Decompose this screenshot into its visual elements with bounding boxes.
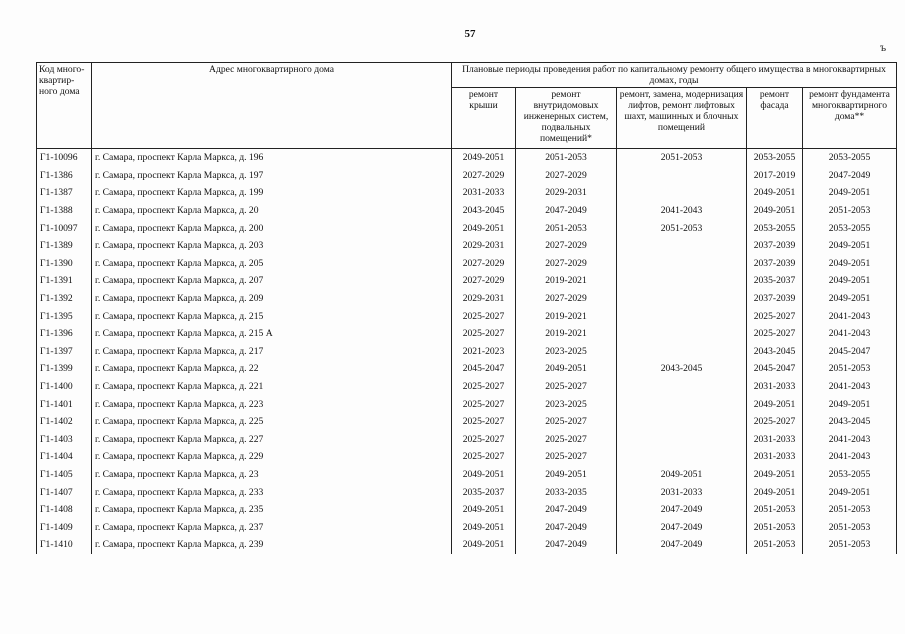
- cell-facade: 2049-2051: [747, 395, 803, 413]
- table-row: [37, 518, 897, 536]
- cell-roof: 2031-2033: [452, 184, 516, 202]
- cell-address: г. Самара, проспект Карла Маркса, д. 239: [92, 536, 452, 554]
- cell-address: г. Самара, проспект Карла Маркса, д. 215 А: [92, 325, 452, 343]
- cell-elevators: [617, 448, 747, 466]
- cell-facade: 2037-2039: [747, 237, 803, 255]
- table-row: [37, 395, 897, 413]
- cell-facade: 2037-2039: [747, 290, 803, 308]
- header-foundation: ремонт фундамента многоквартирного дома**: [803, 88, 897, 149]
- cell-address: г. Самара, проспект Карла Маркса, д. 203: [92, 237, 452, 255]
- cell-roof: 2025-2027: [452, 395, 516, 413]
- cell-foundation: 2049-2051: [803, 237, 897, 255]
- cell-elevators: [617, 378, 747, 396]
- header-roof: ремонт крыши: [452, 88, 516, 149]
- cell-roof: 2025-2027: [452, 448, 516, 466]
- cell-engineering: 2047-2049: [516, 202, 617, 220]
- cell-roof: 2021-2023: [452, 343, 516, 361]
- cell-engineering: 2047-2049: [516, 501, 617, 519]
- cell-foundation: 2049-2051: [803, 255, 897, 273]
- cell-code: Г1-1389: [37, 237, 92, 255]
- cell-address: г. Самара, проспект Карла Маркса, д. 199: [92, 184, 452, 202]
- cell-facade: 2031-2033: [747, 378, 803, 396]
- cell-elevators: 2041-2043: [617, 202, 747, 220]
- cell-code: Г1-1387: [37, 184, 92, 202]
- cell-roof: 2029-2031: [452, 237, 516, 255]
- cell-facade: 2043-2045: [747, 343, 803, 361]
- cell-roof: 2045-2047: [452, 360, 516, 378]
- cell-address: г. Самара, проспект Карла Маркса, д. 197: [92, 167, 452, 185]
- cell-code: Г1-1388: [37, 202, 92, 220]
- table-row: [37, 466, 897, 484]
- cell-facade: 2053-2055: [747, 149, 803, 167]
- cell-foundation: 2045-2047: [803, 343, 897, 361]
- cell-roof: 2049-2051: [452, 219, 516, 237]
- cell-code: Г1-1399: [37, 360, 92, 378]
- cell-roof: 2049-2051: [452, 536, 516, 554]
- cell-address: г. Самара, проспект Карла Маркса, д. 237: [92, 518, 452, 536]
- cell-elevators: 2047-2049: [617, 536, 747, 554]
- table-row: [37, 202, 897, 220]
- table-row: [37, 343, 897, 361]
- cell-facade: 2031-2033: [747, 448, 803, 466]
- cell-code: Г1-1404: [37, 448, 92, 466]
- cell-facade: 2025-2027: [747, 307, 803, 325]
- cell-code: Г1-1407: [37, 483, 92, 501]
- repair-plan-table: [36, 62, 897, 554]
- cell-address: г. Самара, проспект Карла Маркса, д. 217: [92, 343, 452, 361]
- cell-code: Г1-1410: [37, 536, 92, 554]
- header-elevators: ремонт, замена, модернизация лифтов, ремонт лифтовых шахт, машинных и блочных помещений: [617, 88, 747, 149]
- cell-roof: 2025-2027: [452, 378, 516, 396]
- cell-roof: 2027-2029: [452, 255, 516, 273]
- cell-elevators: 2047-2049: [617, 518, 747, 536]
- cell-engineering: 2047-2049: [516, 518, 617, 536]
- cell-address: г. Самара, проспект Карла Маркса, д. 200: [92, 219, 452, 237]
- cell-elevators: [617, 167, 747, 185]
- cell-address: г. Самара, проспект Карла Маркса, д. 215: [92, 307, 452, 325]
- cell-elevators: 2051-2053: [617, 149, 747, 167]
- cell-engineering: 2051-2053: [516, 149, 617, 167]
- cell-foundation: 2041-2043: [803, 448, 897, 466]
- cell-address: г. Самара, проспект Карла Маркса, д. 235: [92, 501, 452, 519]
- cell-address: г. Самара, проспект Карла Маркса, д. 205: [92, 255, 452, 273]
- cell-engineering: 2019-2021: [516, 307, 617, 325]
- cell-code: Г1-1409: [37, 518, 92, 536]
- cell-address: г. Самара, проспект Карла Маркса, д. 23: [92, 466, 452, 484]
- cell-engineering: 2051-2053: [516, 219, 617, 237]
- table-row: [37, 272, 897, 290]
- cell-facade: 2049-2051: [747, 466, 803, 484]
- table-row: [37, 184, 897, 202]
- cell-roof: 2025-2027: [452, 413, 516, 431]
- cell-foundation: 2047-2049: [803, 167, 897, 185]
- cell-foundation: 2049-2051: [803, 290, 897, 308]
- cell-code: Г1-10097: [37, 219, 92, 237]
- cell-engineering: 2025-2027: [516, 413, 617, 431]
- cell-foundation: 2049-2051: [803, 483, 897, 501]
- cell-roof: 2027-2029: [452, 167, 516, 185]
- cell-facade: 2017-2019: [747, 167, 803, 185]
- cell-code: Г1-1405: [37, 466, 92, 484]
- cell-code: Г1-1392: [37, 290, 92, 308]
- cell-elevators: [617, 343, 747, 361]
- cell-foundation: 2051-2053: [803, 202, 897, 220]
- cell-engineering: 2029-2031: [516, 184, 617, 202]
- cell-code: Г1-1408: [37, 501, 92, 519]
- cell-engineering: 2023-2025: [516, 395, 617, 413]
- cell-address: г. Самара, проспект Карла Маркса, д. 221: [92, 378, 452, 396]
- header-engineering: ремонт внутридомовых инженерных систем, подвальных помещений*: [516, 88, 617, 149]
- cell-elevators: [617, 431, 747, 449]
- cell-elevators: [617, 307, 747, 325]
- cell-address: г. Самара, проспект Карла Маркса, д. 233: [92, 483, 452, 501]
- cell-facade: 2045-2047: [747, 360, 803, 378]
- cell-address: г. Самара, проспект Карла Маркса, д. 227: [92, 431, 452, 449]
- table-row: [37, 167, 897, 185]
- cell-foundation: 2043-2045: [803, 413, 897, 431]
- cell-code: Г1-1395: [37, 307, 92, 325]
- table-row: [37, 536, 897, 554]
- header-facade: ремонт фасада: [747, 88, 803, 149]
- cell-elevators: 2051-2053: [617, 219, 747, 237]
- cell-elevators: [617, 413, 747, 431]
- cell-code: Г1-1402: [37, 413, 92, 431]
- cell-roof: 2025-2027: [452, 431, 516, 449]
- cell-elevators: [617, 272, 747, 290]
- cell-roof: 2029-2031: [452, 290, 516, 308]
- header-row-top: [37, 63, 897, 88]
- cell-facade: 2025-2027: [747, 325, 803, 343]
- cell-foundation: 2051-2053: [803, 518, 897, 536]
- cell-roof: 2049-2051: [452, 466, 516, 484]
- cell-foundation: 2051-2053: [803, 536, 897, 554]
- cell-engineering: 2023-2025: [516, 343, 617, 361]
- cell-foundation: 2041-2043: [803, 307, 897, 325]
- cell-facade: 2049-2051: [747, 184, 803, 202]
- cell-address: г. Самара, проспект Карла Маркса, д. 22: [92, 360, 452, 378]
- cell-elevators: [617, 237, 747, 255]
- cell-facade: 2031-2033: [747, 431, 803, 449]
- table-row: [37, 431, 897, 449]
- cell-facade: 2037-2039: [747, 255, 803, 273]
- cell-roof: 2049-2051: [452, 501, 516, 519]
- cell-code: Г1-1391: [37, 272, 92, 290]
- cell-engineering: 2047-2049: [516, 536, 617, 554]
- cell-address: г. Самара, проспект Карла Маркса, д. 196: [92, 149, 452, 167]
- cell-foundation: 2049-2051: [803, 272, 897, 290]
- cell-roof: 2049-2051: [452, 518, 516, 536]
- cell-roof: 2049-2051: [452, 149, 516, 167]
- cell-elevators: [617, 184, 747, 202]
- table-row: [37, 219, 897, 237]
- header-address: Адрес многоквартирного дома: [92, 63, 452, 149]
- cell-elevators: [617, 255, 747, 273]
- cell-address: г. Самара, проспект Карла Маркса, д. 225: [92, 413, 452, 431]
- cell-code: Г1-1400: [37, 378, 92, 396]
- cell-elevators: 2049-2051: [617, 466, 747, 484]
- table-row: [37, 325, 897, 343]
- table-row: [37, 290, 897, 308]
- cell-engineering: 2049-2051: [516, 360, 617, 378]
- scan-mark: ъ: [880, 40, 887, 54]
- cell-elevators: [617, 325, 747, 343]
- cell-foundation: 2041-2043: [803, 325, 897, 343]
- table-row: [37, 255, 897, 273]
- cell-facade: 2049-2051: [747, 202, 803, 220]
- cell-address: г. Самара, проспект Карла Маркса, д. 223: [92, 395, 452, 413]
- cell-foundation: 2049-2051: [803, 395, 897, 413]
- table-row: [37, 448, 897, 466]
- cell-engineering: 2019-2021: [516, 272, 617, 290]
- cell-elevators: 2031-2033: [617, 483, 747, 501]
- cell-roof: 2025-2027: [452, 325, 516, 343]
- header-code: Код много-квартир-ного дома: [37, 63, 92, 149]
- cell-foundation: 2041-2043: [803, 378, 897, 396]
- cell-facade: 2053-2055: [747, 219, 803, 237]
- cell-address: г. Самара, проспект Карла Маркса, д. 207: [92, 272, 452, 290]
- table-row: [37, 237, 897, 255]
- cell-code: Г1-1386: [37, 167, 92, 185]
- cell-roof: 2043-2045: [452, 202, 516, 220]
- cell-engineering: 2025-2027: [516, 431, 617, 449]
- cell-engineering: 2025-2027: [516, 448, 617, 466]
- cell-engineering: 2027-2029: [516, 237, 617, 255]
- cell-roof: 2027-2029: [452, 272, 516, 290]
- cell-code: Г1-1401: [37, 395, 92, 413]
- cell-engineering: 2027-2029: [516, 290, 617, 308]
- cell-engineering: 2019-2021: [516, 325, 617, 343]
- cell-address: г. Самара, проспект Карла Маркса, д. 20: [92, 202, 452, 220]
- cell-engineering: 2027-2029: [516, 255, 617, 273]
- cell-code: Г1-1397: [37, 343, 92, 361]
- cell-facade: 2051-2053: [747, 501, 803, 519]
- cell-engineering: 2027-2029: [516, 167, 617, 185]
- cell-elevators: [617, 395, 747, 413]
- cell-foundation: 2051-2053: [803, 360, 897, 378]
- cell-elevators: 2047-2049: [617, 501, 747, 519]
- cell-code: Г1-10096: [37, 149, 92, 167]
- cell-code: Г1-1390: [37, 255, 92, 273]
- cell-elevators: [617, 290, 747, 308]
- cell-foundation: 2051-2053: [803, 501, 897, 519]
- cell-foundation: 2041-2043: [803, 431, 897, 449]
- table-row: [37, 413, 897, 431]
- table-row: [37, 501, 897, 519]
- cell-roof: 2025-2027: [452, 307, 516, 325]
- table-body: [37, 149, 897, 554]
- cell-facade: 2051-2053: [747, 518, 803, 536]
- cell-elevators: 2043-2045: [617, 360, 747, 378]
- cell-engineering: 2033-2035: [516, 483, 617, 501]
- page-number: 57: [464, 28, 476, 40]
- table-row: [37, 483, 897, 501]
- table-row: [37, 307, 897, 325]
- cell-code: Г1-1396: [37, 325, 92, 343]
- table-row: [37, 149, 897, 167]
- table-row: [37, 360, 897, 378]
- cell-foundation: 2049-2051: [803, 184, 897, 202]
- cell-facade: 2035-2037: [747, 272, 803, 290]
- cell-facade: 2025-2027: [747, 413, 803, 431]
- cell-foundation: 2053-2055: [803, 466, 897, 484]
- cell-facade: 2049-2051: [747, 483, 803, 501]
- cell-address: г. Самара, проспект Карла Маркса, д. 209: [92, 290, 452, 308]
- cell-roof: 2035-2037: [452, 483, 516, 501]
- cell-facade: 2051-2053: [747, 536, 803, 554]
- cell-address: г. Самара, проспект Карла Маркса, д. 229: [92, 448, 452, 466]
- cell-engineering: 2049-2051: [516, 466, 617, 484]
- cell-engineering: 2025-2027: [516, 378, 617, 396]
- cell-foundation: 2053-2055: [803, 219, 897, 237]
- cell-code: Г1-1403: [37, 431, 92, 449]
- header-periods-group: Плановые периоды проведения работ по капитальному ремонту общего имущества в многоквартирных домах, годы: [452, 63, 897, 88]
- table-row: [37, 378, 897, 396]
- cell-foundation: 2053-2055: [803, 149, 897, 167]
